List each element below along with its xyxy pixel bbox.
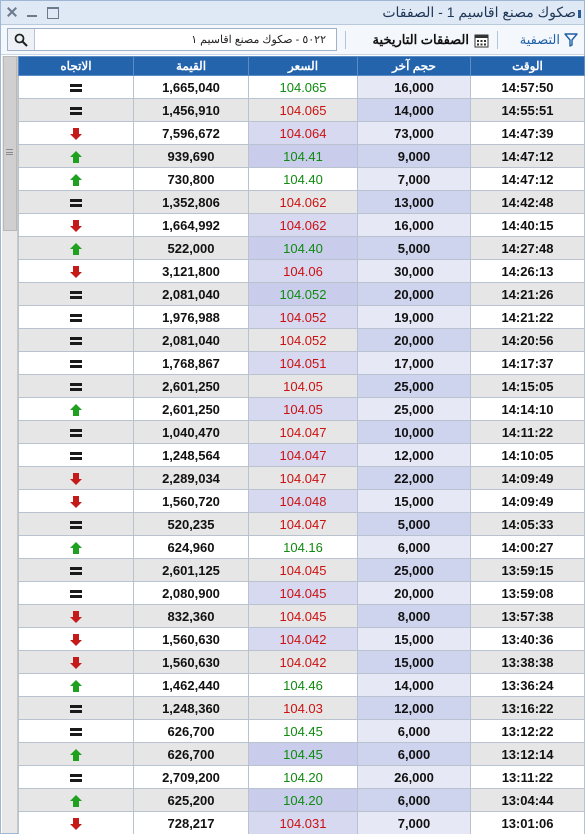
cell-price: 104.06 — [249, 260, 358, 283]
close-icon[interactable] — [5, 6, 19, 18]
cell-time: 14:09:49 — [471, 490, 585, 513]
historical-trades-label: الصفقات التاريخية — [372, 32, 469, 47]
table-row[interactable] — [19, 145, 585, 168]
search-icon — [14, 33, 28, 47]
table-row[interactable] — [19, 76, 585, 99]
equal-icon — [70, 381, 82, 393]
cell-direction — [19, 329, 134, 352]
column-header-direction[interactable]: الاتجاه — [19, 57, 134, 76]
cell-direction — [19, 789, 134, 812]
cell-value: 626,700 — [134, 720, 249, 743]
table-row[interactable] — [19, 628, 585, 651]
arrow-down-icon — [70, 657, 82, 669]
cell-price: 104.16 — [249, 536, 358, 559]
cell-volume: 73,000 — [358, 122, 471, 145]
table-row[interactable] — [19, 191, 585, 214]
cell-time: 14:57:50 — [471, 76, 585, 99]
arrow-down-icon — [70, 496, 82, 508]
table-row[interactable] — [19, 99, 585, 122]
table-row[interactable] — [19, 743, 585, 766]
cell-value: 1,560,630 — [134, 628, 249, 651]
cell-price: 104.047 — [249, 467, 358, 490]
table-header — [19, 57, 585, 76]
cell-value: 3,121,800 — [134, 260, 249, 283]
cell-time: 13:59:08 — [471, 582, 585, 605]
scrollbar-thumb[interactable] — [3, 56, 17, 231]
cell-price: 104.045 — [249, 559, 358, 582]
arrow-up-icon — [70, 243, 82, 255]
cell-price: 104.045 — [249, 582, 358, 605]
column-header-value[interactable]: القيمة — [134, 57, 249, 76]
cell-direction — [19, 421, 134, 444]
cell-value: 626,700 — [134, 743, 249, 766]
search-button[interactable] — [8, 29, 35, 50]
cell-direction — [19, 398, 134, 421]
cell-direction — [19, 720, 134, 743]
cell-price: 104.20 — [249, 766, 358, 789]
cell-time: 13:59:15 — [471, 559, 585, 582]
cell-time: 13:40:36 — [471, 628, 585, 651]
cell-price: 104.052 — [249, 283, 358, 306]
equal-icon — [70, 519, 82, 531]
arrow-down-icon — [70, 611, 82, 623]
arrow-up-icon — [70, 174, 82, 186]
table-row[interactable] — [19, 352, 585, 375]
cell-direction — [19, 674, 134, 697]
cell-direction — [19, 697, 134, 720]
cell-time: 14:55:51 — [471, 99, 585, 122]
cell-time: 14:42:48 — [471, 191, 585, 214]
cell-price: 104.052 — [249, 306, 358, 329]
arrow-up-icon — [70, 680, 82, 692]
maximize-icon[interactable] — [45, 6, 59, 18]
cell-price: 104.05 — [249, 375, 358, 398]
table-row[interactable] — [19, 513, 585, 536]
cell-volume: 15,000 — [358, 628, 471, 651]
cell-volume: 15,000 — [358, 651, 471, 674]
cell-volume: 5,000 — [358, 237, 471, 260]
cell-direction — [19, 651, 134, 674]
cell-price: 104.03 — [249, 697, 358, 720]
table-row[interactable] — [19, 651, 585, 674]
table-row[interactable] — [19, 582, 585, 605]
toolbar — [1, 25, 584, 55]
column-header-volume[interactable]: حجم آخر — [358, 57, 471, 76]
table-row[interactable] — [19, 398, 585, 421]
cell-direction — [19, 536, 134, 559]
cell-volume: 19,000 — [358, 306, 471, 329]
arrow-up-icon — [70, 795, 82, 807]
arrow-down-icon — [70, 220, 82, 232]
title-bar — [1, 1, 584, 25]
table-row[interactable] — [19, 697, 585, 720]
cell-time: 14:10:05 — [471, 444, 585, 467]
table-row[interactable] — [19, 559, 585, 582]
table-row[interactable] — [19, 444, 585, 467]
equal-icon — [70, 105, 82, 117]
cell-time: 14:40:15 — [471, 214, 585, 237]
symbol-search-box — [7, 28, 337, 51]
calendar-icon — [474, 33, 489, 48]
arrow-down-icon — [70, 128, 82, 140]
table-row[interactable] — [19, 674, 585, 697]
cell-value: 1,560,630 — [134, 651, 249, 674]
cell-direction — [19, 444, 134, 467]
cell-value: 730,800 — [134, 168, 249, 191]
table-row[interactable] — [19, 306, 585, 329]
arrow-down-icon — [70, 266, 82, 278]
window-controls — [5, 6, 59, 18]
cell-price: 104.047 — [249, 513, 358, 536]
cell-volume: 7,000 — [358, 812, 471, 834]
cell-time: 14:47:12 — [471, 168, 585, 191]
window-icon — [578, 10, 581, 18]
table-row[interactable] — [19, 237, 585, 260]
cell-time: 14:27:48 — [471, 237, 585, 260]
cell-time: 13:01:06 — [471, 812, 585, 834]
cell-volume: 8,000 — [358, 605, 471, 628]
table-row[interactable] — [19, 536, 585, 559]
filter-icon — [564, 33, 578, 47]
arrow-up-icon — [70, 542, 82, 554]
cell-value: 624,960 — [134, 536, 249, 559]
cell-value: 2,601,125 — [134, 559, 249, 582]
cell-volume: 12,000 — [358, 697, 471, 720]
equal-icon — [70, 312, 82, 324]
cell-price: 104.042 — [249, 651, 358, 674]
toolbar-separator — [497, 31, 498, 49]
cell-direction — [19, 812, 134, 834]
cell-value: 1,248,564 — [134, 444, 249, 467]
cell-price: 104.052 — [249, 329, 358, 352]
cell-price: 104.051 — [249, 352, 358, 375]
cell-time: 14:47:39 — [471, 122, 585, 145]
cell-price: 104.05 — [249, 398, 358, 421]
cell-direction — [19, 145, 134, 168]
arrow-down-icon — [70, 818, 82, 830]
filter-button[interactable] — [520, 29, 578, 51]
table-row[interactable] — [19, 789, 585, 812]
cell-direction — [19, 467, 134, 490]
cell-time: 14:17:37 — [471, 352, 585, 375]
cell-direction — [19, 605, 134, 628]
cell-volume: 14,000 — [358, 674, 471, 697]
cell-price: 104.047 — [249, 444, 358, 467]
equal-icon — [70, 335, 82, 347]
cell-volume: 5,000 — [358, 513, 471, 536]
cell-value: 728,217 — [134, 812, 249, 834]
cell-direction — [19, 559, 134, 582]
cell-time: 14:14:10 — [471, 398, 585, 421]
table-row[interactable] — [19, 421, 585, 444]
cell-volume: 20,000 — [358, 329, 471, 352]
column-header-time[interactable]: الوقت — [471, 57, 585, 76]
arrow-down-icon — [70, 473, 82, 485]
cell-price: 104.20 — [249, 789, 358, 812]
cell-value: 1,768,867 — [134, 352, 249, 375]
arrow-up-icon — [70, 749, 82, 761]
cell-time: 14:21:22 — [471, 306, 585, 329]
cell-value: 1,248,360 — [134, 697, 249, 720]
cell-value: 1,665,040 — [134, 76, 249, 99]
table-row[interactable] — [19, 720, 585, 743]
toolbar-separator — [345, 31, 346, 49]
cell-volume: 6,000 — [358, 743, 471, 766]
cell-direction — [19, 375, 134, 398]
cell-price: 104.062 — [249, 191, 358, 214]
equal-icon — [70, 82, 82, 94]
cell-time: 14:00:27 — [471, 536, 585, 559]
cell-price: 104.045 — [249, 605, 358, 628]
equal-icon — [70, 772, 82, 784]
cell-direction — [19, 237, 134, 260]
cell-direction — [19, 306, 134, 329]
table-row[interactable] — [19, 283, 585, 306]
window-title: صكوك مصنع اقاسيم 1 - الصفقات — [382, 4, 576, 20]
cell-price: 104.065 — [249, 76, 358, 99]
trades-table — [18, 56, 585, 834]
cell-value: 1,664,992 — [134, 214, 249, 237]
table-row[interactable] — [19, 122, 585, 145]
cell-value: 1,462,440 — [134, 674, 249, 697]
table-row[interactable] — [19, 260, 585, 283]
cell-value: 1,040,470 — [134, 421, 249, 444]
cell-time: 14:05:33 — [471, 513, 585, 536]
cell-volume: 17,000 — [358, 352, 471, 375]
cell-volume: 12,000 — [358, 444, 471, 467]
cell-time: 13:38:38 — [471, 651, 585, 674]
equal-icon — [70, 289, 82, 301]
cell-time: 14:11:22 — [471, 421, 585, 444]
table-row[interactable] — [19, 766, 585, 789]
table-row[interactable] — [19, 329, 585, 352]
cell-price: 104.45 — [249, 720, 358, 743]
cell-price: 104.40 — [249, 168, 358, 191]
cell-time: 13:57:38 — [471, 605, 585, 628]
equal-icon — [70, 197, 82, 209]
table-body — [19, 76, 585, 834]
cell-direction — [19, 766, 134, 789]
cell-direction — [19, 743, 134, 766]
cell-volume: 25,000 — [358, 375, 471, 398]
cell-time: 14:15:05 — [471, 375, 585, 398]
cell-volume: 20,000 — [358, 283, 471, 306]
cell-value: 522,000 — [134, 237, 249, 260]
arrow-up-icon — [70, 404, 82, 416]
cell-price: 104.048 — [249, 490, 358, 513]
table-row[interactable] — [19, 214, 585, 237]
table-row[interactable] — [19, 375, 585, 398]
cell-volume: 13,000 — [358, 191, 471, 214]
cell-volume: 9,000 — [358, 145, 471, 168]
cell-direction — [19, 490, 134, 513]
cell-price: 104.062 — [249, 214, 358, 237]
column-header-price[interactable]: السعر — [249, 57, 358, 76]
cell-value: 2,081,040 — [134, 283, 249, 306]
cell-price: 104.45 — [249, 743, 358, 766]
cell-volume: 22,000 — [358, 467, 471, 490]
table-row[interactable] — [19, 467, 585, 490]
cell-direction — [19, 122, 134, 145]
cell-time: 14:21:26 — [471, 283, 585, 306]
cell-direction — [19, 76, 134, 99]
equal-icon — [70, 565, 82, 577]
table-row[interactable] — [19, 168, 585, 191]
historical-trades-button[interactable] — [373, 29, 489, 51]
cell-value: 7,596,672 — [134, 122, 249, 145]
cell-value: 2,289,034 — [134, 467, 249, 490]
cell-direction — [19, 628, 134, 651]
cell-value: 2,709,200 — [134, 766, 249, 789]
cell-volume: 6,000 — [358, 536, 471, 559]
cell-value: 2,601,250 — [134, 375, 249, 398]
cell-value: 1,976,988 — [134, 306, 249, 329]
cell-volume: 16,000 — [358, 214, 471, 237]
cell-volume: 14,000 — [358, 99, 471, 122]
cell-time: 13:12:14 — [471, 743, 585, 766]
cell-time: 13:36:24 — [471, 674, 585, 697]
scrollbar-grip-icon — [6, 149, 13, 155]
filter-label: التصفية — [519, 32, 560, 47]
cell-direction — [19, 352, 134, 375]
arrow-up-icon — [70, 151, 82, 163]
cell-volume: 15,000 — [358, 490, 471, 513]
cell-volume: 16,000 — [358, 76, 471, 99]
cell-volume: 26,000 — [358, 766, 471, 789]
cell-volume: 25,000 — [358, 398, 471, 421]
cell-price: 104.064 — [249, 122, 358, 145]
cell-time: 14:09:49 — [471, 467, 585, 490]
equal-icon — [70, 358, 82, 370]
cell-direction — [19, 191, 134, 214]
cell-price: 104.41 — [249, 145, 358, 168]
equal-icon — [70, 703, 82, 715]
cell-price: 104.031 — [249, 812, 358, 834]
table-row[interactable] — [19, 605, 585, 628]
equal-icon — [70, 450, 82, 462]
vertical-scrollbar[interactable] — [2, 56, 18, 833]
table-row[interactable] — [19, 490, 585, 513]
cell-price: 104.065 — [249, 99, 358, 122]
cell-price: 104.042 — [249, 628, 358, 651]
cell-direction — [19, 260, 134, 283]
cell-direction — [19, 283, 134, 306]
cell-volume: 7,000 — [358, 168, 471, 191]
cell-direction — [19, 214, 134, 237]
cell-volume: 30,000 — [358, 260, 471, 283]
cell-value: 2,081,040 — [134, 329, 249, 352]
cell-volume: 20,000 — [358, 582, 471, 605]
cell-time: 13:16:22 — [471, 697, 585, 720]
cell-time: 14:47:12 — [471, 145, 585, 168]
cell-price: 104.047 — [249, 421, 358, 444]
cell-value: 2,080,900 — [134, 582, 249, 605]
cell-time: 13:11:22 — [471, 766, 585, 789]
cell-value: 939,690 — [134, 145, 249, 168]
cell-price: 104.46 — [249, 674, 358, 697]
cell-direction — [19, 582, 134, 605]
cell-time: 13:12:22 — [471, 720, 585, 743]
cell-time: 14:26:13 — [471, 260, 585, 283]
cell-value: 1,456,910 — [134, 99, 249, 122]
cell-value: 832,360 — [134, 605, 249, 628]
equal-icon — [70, 427, 82, 439]
cell-direction — [19, 168, 134, 191]
cell-price: 104.40 — [249, 237, 358, 260]
equal-icon — [70, 588, 82, 600]
cell-direction — [19, 99, 134, 122]
cell-value: 2,601,250 — [134, 398, 249, 421]
cell-value: 625,200 — [134, 789, 249, 812]
cell-volume: 6,000 — [358, 720, 471, 743]
cell-direction — [19, 513, 134, 536]
cell-time: 14:20:56 — [471, 329, 585, 352]
symbol-search-input[interactable] — [36, 29, 334, 50]
equal-icon — [70, 726, 82, 738]
cell-volume: 25,000 — [358, 559, 471, 582]
cell-value: 520,235 — [134, 513, 249, 536]
table-row[interactable] — [19, 812, 585, 834]
cell-volume: 6,000 — [358, 789, 471, 812]
cell-value: 1,352,806 — [134, 191, 249, 214]
cell-value: 1,560,720 — [134, 490, 249, 513]
cell-time: 13:04:44 — [471, 789, 585, 812]
arrow-down-icon — [70, 634, 82, 646]
minimize-icon[interactable] — [25, 6, 39, 18]
cell-volume: 10,000 — [358, 421, 471, 444]
